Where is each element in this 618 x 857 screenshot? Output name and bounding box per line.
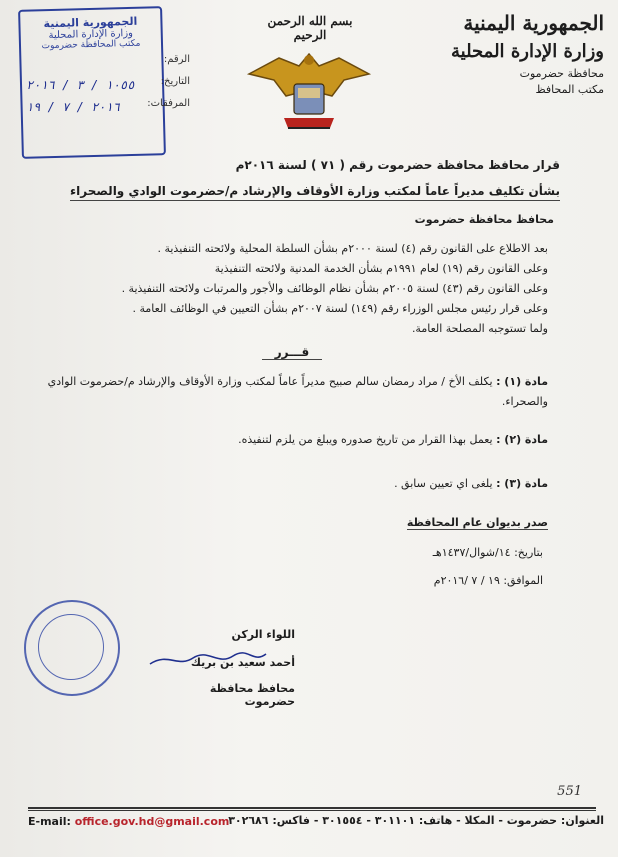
signatory-rank: اللواء الركن [231, 628, 295, 641]
footer-contact: العنوان: حضرموت - المكلا - هاتف: ٣٠١١٠١ - ٣٠١٥٥٤ - فاكس: ٣٠٢٦٨٦ [228, 814, 604, 827]
attachments-label: المرفقات: [147, 98, 190, 109]
issued-at: صدر بديوان عام المحافظة [406, 516, 548, 529]
email-label: E-mail: [28, 815, 71, 828]
preamble-line: وعلى القانون رقم (٤٣) لسنة ٢٠٠٥م بشأن نظام الوظائف والأجور والمرتبات ولائحته التنفيذية . [121, 282, 548, 295]
preamble-line: ولما تستوجبه المصلحة العامة. [411, 322, 548, 335]
issuing-authority: محافظ محافظة حضرموت [414, 213, 554, 226]
date-label: التاريخ: [160, 76, 190, 87]
footer-email [28, 815, 229, 828]
article-2 [38, 430, 548, 450]
footer-rule [28, 807, 596, 809]
article-text: يكلف الأخ / مراد رمضان سالم صبيح مديراً عاماً لمكتب وزارة الأوقاف والإرشاد م/حضرموت الوادي والصحراء. [47, 375, 548, 408]
signatory-name: أحمد سعيد بن بريك [190, 656, 295, 669]
email-address[interactable]: office.gov.hd@gmail.com [74, 815, 230, 828]
preamble-line: وعلى القانون رقم (١٩) لعام ١٩٩١م بشأن الخدمة المدنية ولائحته التنفيذية [214, 262, 548, 275]
article-3 [38, 474, 548, 494]
office-name: مكتب المحافظ [535, 83, 604, 96]
article-1 [38, 372, 548, 412]
article-label: مادة (١) : [496, 375, 548, 388]
preamble-line: وعلى قرار رئيس مجلس الوزراء رقم (١٤٩) لسنة ٢٠٠٧م بشأن التعيين في الوظائف العامة . [132, 302, 548, 315]
article-text: يعمل بهذا القرار من تاريخ صدوره ويبلغ من يلزم لتنفيذه. [238, 433, 493, 446]
letterhead-right [404, 8, 604, 98]
registry-stamp: الجمهورية اليمنية وزارة الإدارة المحلية مكتب المحافظة حضرموت [18, 6, 166, 159]
article-text: يلغى اي تعيين سابق . [394, 477, 493, 490]
page-number: 551 [557, 784, 582, 799]
signatory-title: محافظ محافظة حضرموت [209, 682, 295, 708]
article-label: مادة (٢) : [496, 433, 548, 446]
official-seal-icon [24, 600, 120, 696]
handwritten-date: ٢٠١٦ / ٧ / ١٩ [26, 100, 120, 114]
governorate-name: محافظة حضرموت [519, 67, 604, 80]
date-gregorian: الموافق: ١٩ / ٧ /٢٠١٦م [433, 574, 543, 587]
signature-icon [148, 650, 268, 670]
eagle-emblem-icon [244, 44, 374, 140]
decree-subject: بشأن تكليف مديراً عاماً لمكتب وزارة الأوقاف والإرشاد م/حضرموت الوادي والصحراء [70, 184, 560, 201]
ministry-name: وزارة الإدارة المحلية [451, 41, 604, 62]
footer-rule-thin [28, 810, 596, 811]
decree-title: قرار محافظ محافظة حضرموت رقم ( ٧١ ) لسنة ٢٠١٦م [235, 158, 560, 172]
handwritten-ref: ١٠٥٥ / ٣ / ٢٠١٦ [26, 78, 135, 92]
decided-heading: قـــرر [262, 345, 322, 360]
ref-label: الرقم: [163, 54, 190, 65]
date-hijri: بتاريخ: ١٤/شوال/١٤٣٧هـ [432, 546, 543, 559]
basmala: بسم الله الرحمن الرحيم [267, 14, 353, 42]
article-label: مادة (٣) : [496, 477, 548, 490]
preamble-line: بعد الاطلاع على القانون رقم (٤) لسنة ٢٠٠٠م بشأن السلطة المحلية ولائحته التنفيذية . [157, 242, 548, 255]
republic-name: الجمهورية اليمنية [463, 11, 604, 35]
